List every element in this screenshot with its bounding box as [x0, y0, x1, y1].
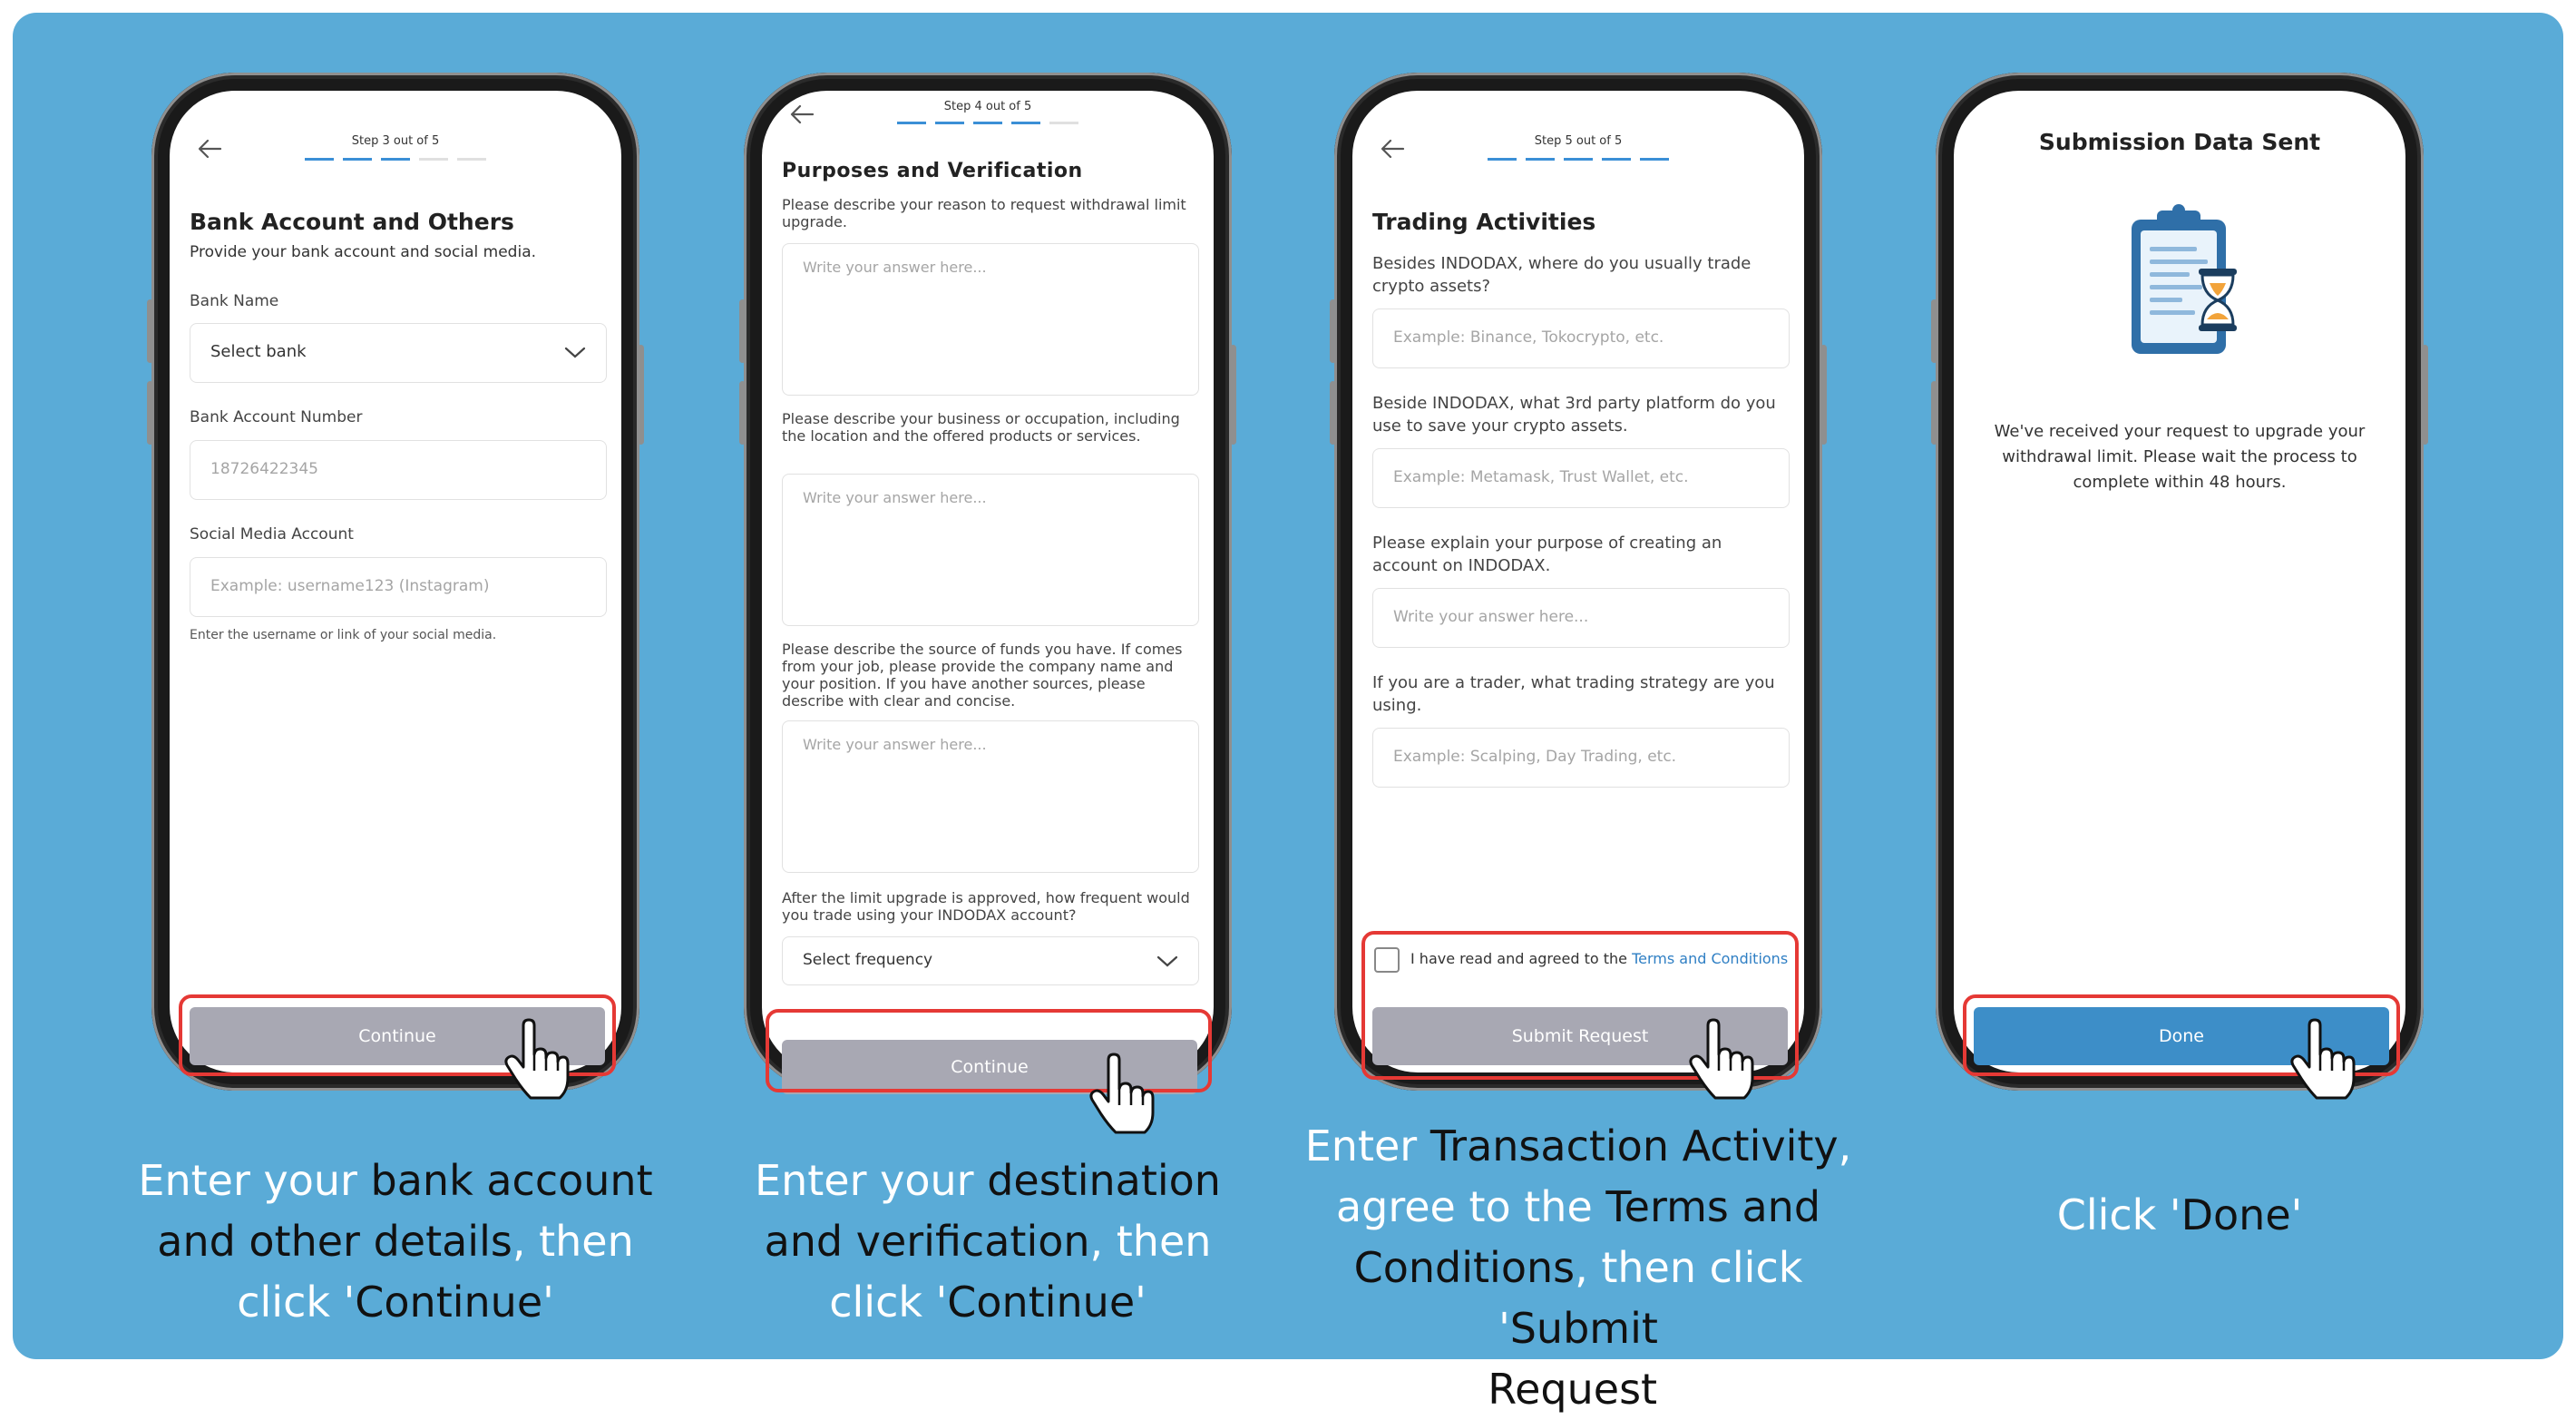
- trade-where-question: Besides INDODAX, where do you usually trade crypto assets?: [1372, 254, 1751, 296]
- caption-step-1: Enter your bank account and other details, then click 'Continue': [138, 1156, 653, 1327]
- platform-placeholder: Example: Metamask, Trust Wallet, etc.: [1393, 468, 1689, 486]
- terms-link[interactable]: Terms and Conditions: [1632, 950, 1789, 967]
- page-title: Submission Data Sent: [2038, 129, 2321, 155]
- step-progress: [762, 122, 1214, 124]
- pointing-hand-icon: [2289, 1018, 2356, 1102]
- chevron-down-icon: [564, 346, 586, 363]
- answer-placeholder: Write your answer here...: [803, 736, 987, 753]
- frequency-question: After the limit upgrade is approved, how frequent would you trade using your INDODAX account?: [782, 889, 1190, 924]
- strategy-question: If you are a trader, what trading strategy are you using.: [1372, 673, 1775, 715]
- pointing-hand-icon: [503, 1018, 571, 1102]
- caption-step-3: Enter Transaction Activity, agree to the Terms and Conditions, then click 'Submit Request': [1304, 1121, 1852, 1414]
- answer-placeholder: Write your answer here...: [803, 259, 987, 276]
- answer-placeholder: Write your answer here...: [803, 489, 987, 506]
- screen-bank-account: [170, 91, 621, 1072]
- success-message: We've received your request to upgrade your withdrawal limit. Please wait the process to complete within 48 hours.: [1994, 422, 2366, 492]
- continue-button[interactable]: Continue: [782, 1040, 1197, 1094]
- account-number-placeholder: 18726422345: [210, 460, 318, 478]
- occupation-textarea[interactable]: [782, 474, 1199, 626]
- bank-name-label: Bank Name: [190, 292, 279, 310]
- step-indicator: Step 5 out of 5: [1534, 134, 1623, 148]
- pointing-hand-icon: [1688, 1018, 1755, 1102]
- social-media-hint: Enter the username or link of your social media.: [190, 628, 497, 642]
- caption-step-2: Enter your destination and verification, then click 'Continue': [755, 1156, 1221, 1327]
- strategy-placeholder: Example: Scalping, Day Trading, etc.: [1393, 748, 1677, 766]
- step-indicator: Step 3 out of 5: [351, 134, 440, 148]
- done-button[interactable]: Done: [1974, 1007, 2389, 1065]
- page-title: Trading Activities: [1372, 209, 1596, 235]
- page-title: Bank Account and Others: [190, 209, 514, 235]
- bank-select-value: Select bank: [210, 342, 307, 361]
- chevron-down-icon: [1156, 955, 1178, 972]
- strategy-input[interactable]: [1372, 728, 1790, 788]
- screen-submission-sent: [1954, 91, 2405, 1072]
- purpose-placeholder: Write your answer here...: [1393, 608, 1589, 626]
- bank-name-select[interactable]: [190, 323, 607, 383]
- phone-bank-account: [151, 73, 639, 1091]
- account-number-label: Bank Account Number: [190, 408, 363, 426]
- source-funds-question: Please describe the source of funds you have. If comes from your job, please provide the company name and your position. If you have another sources, please describe with clear and concise.: [782, 641, 1183, 710]
- source-funds-textarea[interactable]: [782, 720, 1199, 873]
- clipboard-hourglass-icon: [2122, 200, 2249, 367]
- page-description: Provide your bank account and social media.: [190, 243, 537, 261]
- platform-question: Beside INDODAX, what 3rd party platform do you use to save your crypto assets.: [1372, 394, 1776, 436]
- submit-request-button[interactable]: Submit Request: [1372, 1007, 1788, 1065]
- frequency-select-value: Select frequency: [803, 951, 933, 969]
- account-number-input[interactable]: [190, 440, 607, 500]
- screen-purposes: [762, 91, 1214, 1077]
- pointing-hand-icon: [1088, 1053, 1156, 1136]
- phone-submission-sent: [1936, 73, 2424, 1091]
- continue-button[interactable]: Continue: [190, 1007, 605, 1065]
- platform-input[interactable]: [1372, 448, 1790, 508]
- phone-purposes: [744, 73, 1232, 1091]
- occupation-question: Please describe your business or occupation, including the location and the offered products or services.: [782, 410, 1180, 445]
- reason-textarea[interactable]: [782, 243, 1199, 396]
- trade-where-input[interactable]: [1372, 308, 1790, 368]
- purpose-input[interactable]: [1372, 588, 1790, 648]
- caption-step-4: Click 'Done': [2056, 1190, 2303, 1239]
- trade-where-placeholder: Example: Binance, Tokocrypto, etc.: [1393, 328, 1664, 347]
- step-progress: [170, 158, 621, 161]
- step-progress: [1352, 158, 1804, 161]
- social-media-label: Social Media Account: [190, 525, 354, 544]
- purpose-question: Please explain your purpose of creating an account on INDODAX.: [1372, 534, 1722, 575]
- step-indicator: Step 4 out of 5: [943, 100, 1032, 113]
- frequency-select[interactable]: [782, 936, 1199, 985]
- agree-text: I have read and agreed to the: [1410, 950, 1627, 967]
- tutorial-board: [13, 13, 2563, 1414]
- social-media-input[interactable]: [190, 557, 607, 617]
- social-media-placeholder: Example: username123 (Instagram): [210, 577, 490, 595]
- phone-trading-activities: [1334, 73, 1822, 1091]
- page-title: Purposes and Verification: [782, 160, 1083, 182]
- reason-question: Please describe your reason to request withdrawal limit upgrade.: [782, 196, 1186, 230]
- screen-trading-activities: [1352, 91, 1804, 1072]
